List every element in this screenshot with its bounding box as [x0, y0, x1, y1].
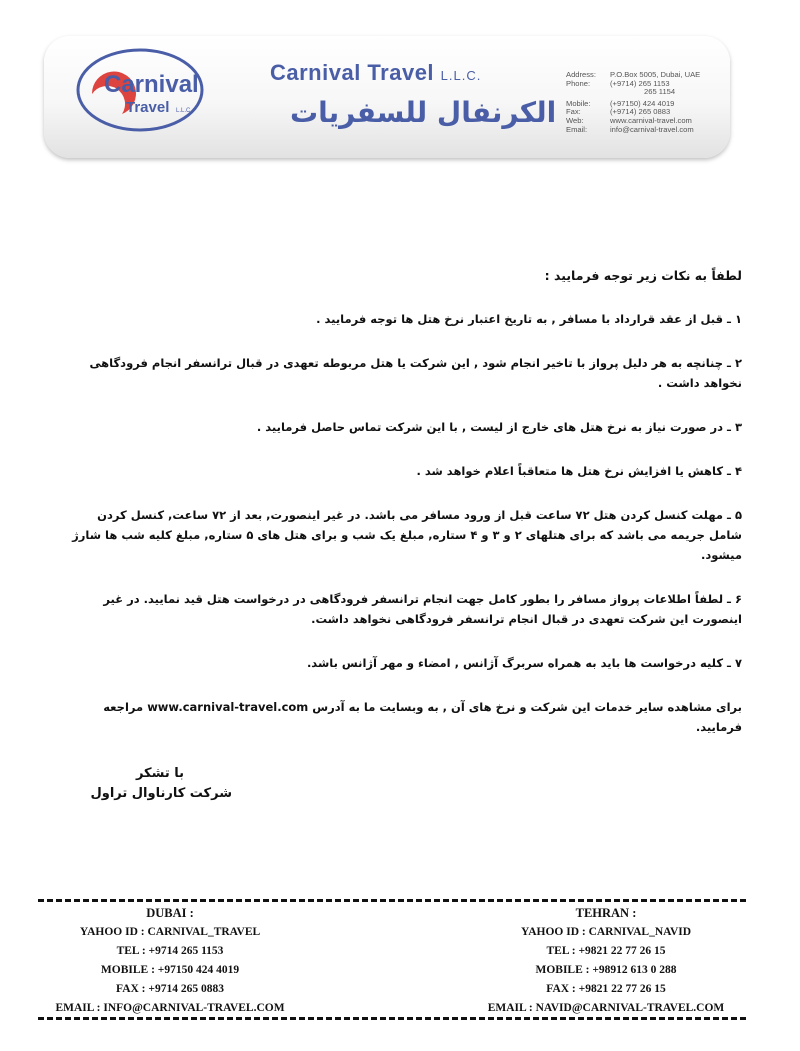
contact-info: [566, 71, 700, 134]
office-tehran: [456, 904, 756, 1018]
contact-label: [566, 88, 610, 97]
office-fax: FAX : +9714 265 0883: [116, 983, 224, 995]
office-tel: TEL : +9821 22 77 26 15: [546, 945, 666, 957]
office-email: EMAIL : INFO@CARNIVAL-TRAVEL.COM: [55, 1002, 285, 1014]
office-email: EMAIL : NAVID@CARNIVAL-TRAVEL.COM: [487, 1002, 725, 1014]
contact-value: (+97150) 424 4019: [610, 98, 675, 108]
office-city: DUBAI :: [146, 906, 194, 920]
office-fax: FAX : +9821 22 77 26 15: [546, 983, 666, 995]
letterhead: [44, 36, 730, 158]
contact-label: Address:: [566, 70, 596, 79]
office-dubai: [20, 904, 320, 1018]
logo-llc-text: L.L.C.: [176, 108, 193, 114]
office-yahoo: YAHOO ID : CARNIVAL_NAVID: [520, 926, 692, 938]
website-note-after: مراجعه فرماييد.: [103, 700, 742, 734]
website-link[interactable]: www.carnival-travel.com: [147, 700, 309, 714]
contact-row: [566, 80, 700, 89]
company-name-ar: الكرنفال للسفريات: [290, 96, 557, 129]
office-tel: TEL : +9714 265 1153: [116, 945, 224, 957]
note-item: ۴ ـ كاهش يا افزايش نرخ هتل ها متعاقباً اعلام خواهد شد .: [416, 464, 742, 478]
notes-body: [70, 268, 742, 749]
company-name: Carnival Travel: [270, 60, 435, 85]
office-mobile: MOBILE : +97150 424 4019: [100, 964, 240, 976]
note-item: ۷ ـ كليه درخواست ها بايد به همراه سربرگ آژانس , امضاء و مهر آژانس باشد.: [306, 656, 742, 670]
logo-sub-text: Travel: [126, 99, 170, 116]
contact-value: P.O.Box 5005, Dubai, UAE: [610, 70, 701, 79]
contact-value: (+9714) 265 0883: [610, 107, 671, 117]
footer-divider-top: [38, 899, 746, 902]
contact-value: info@carnival-travel.com: [610, 124, 694, 134]
contact-row: [566, 126, 700, 135]
company-suffix: L.L.C.: [440, 68, 482, 83]
notes-intro: لطفاً به نكات زير توجه فرماييد :: [544, 268, 742, 283]
contact-value: www.carnival-travel.com: [610, 115, 692, 125]
contact-label: Fax:: [566, 107, 581, 117]
note-item: ۶ ـ لطفاً اطلاعات پرواز مسافر را بطور كامل جهت انجام ترانسفر فرودگاهی در درخواست هتل قيد نماييد. در غير اينصورت اين شركت تعهدی در قبال انجام ترانسفر فرودگاهی نخواهد داشت.: [103, 592, 742, 626]
contact-row: [566, 88, 700, 97]
contact-value: 265 1154: [644, 87, 676, 97]
signature-block: [82, 764, 232, 804]
company-name-en: [270, 60, 481, 86]
logo-brand-text: Carnival: [104, 71, 199, 98]
note-item: ۲ ـ چنانچه به هر دليل پرواز با تاخير انجام شود , اين شركت يا هتل مربوطه تعهدی در قبال ترانسفر انجام فرودگاهی نخواهد داشت .: [89, 356, 742, 390]
website-note-before: برای مشاهده ساير خدمات اين شركت و نرخ های آن , به وبسايت ما به آدرس: [308, 700, 742, 714]
contact-label: Email:: [566, 124, 588, 134]
contact-label: Mobile:: [566, 98, 591, 108]
contact-label: Phone:: [566, 78, 591, 88]
contact-value: (+9714) 265 1153: [610, 78, 670, 88]
note-item: ۱ ـ قبل از عقد قرارداد با مسافر , به تاريخ اعتبار نرخ هتل ها توجه فرماييد .: [316, 312, 742, 326]
thanks-line: با تشكر: [135, 766, 184, 781]
note-item: ۵ ـ مهلت كنسل كردن هتل ۷۲ ساعت قبل از ورود مسافر می باشد. در غير اينصورت, بعد از ۷۲ ساعت, كنسل كردن شامل جريمه می باشد كه برای هتلهای ۲ و ۳ و ۴ ستاره, مبلغ يک شب و برای هتل های ۵ ستاره, مبلغ كليه شب ها شارژ ميشود.: [72, 508, 742, 562]
website-note: [70, 697, 742, 737]
office-mobile: MOBILE : +98912 613 0 288: [535, 964, 677, 976]
contact-label: Web:: [566, 115, 584, 125]
note-item: ۳ ـ در صورت نياز به نرخ هتل های خارج از ليست , با اين شركت تماس حاصل فرماييد .: [256, 420, 742, 434]
office-city: TEHRAN :: [575, 906, 637, 920]
footer-divider-bottom: [38, 1017, 746, 1020]
office-yahoo: YAHOO ID : CARNIVAL_TRAVEL: [79, 926, 261, 938]
company-signature-line: شركت كارناوال تراول: [90, 786, 232, 801]
carnival-travel-logo: [62, 42, 212, 146]
